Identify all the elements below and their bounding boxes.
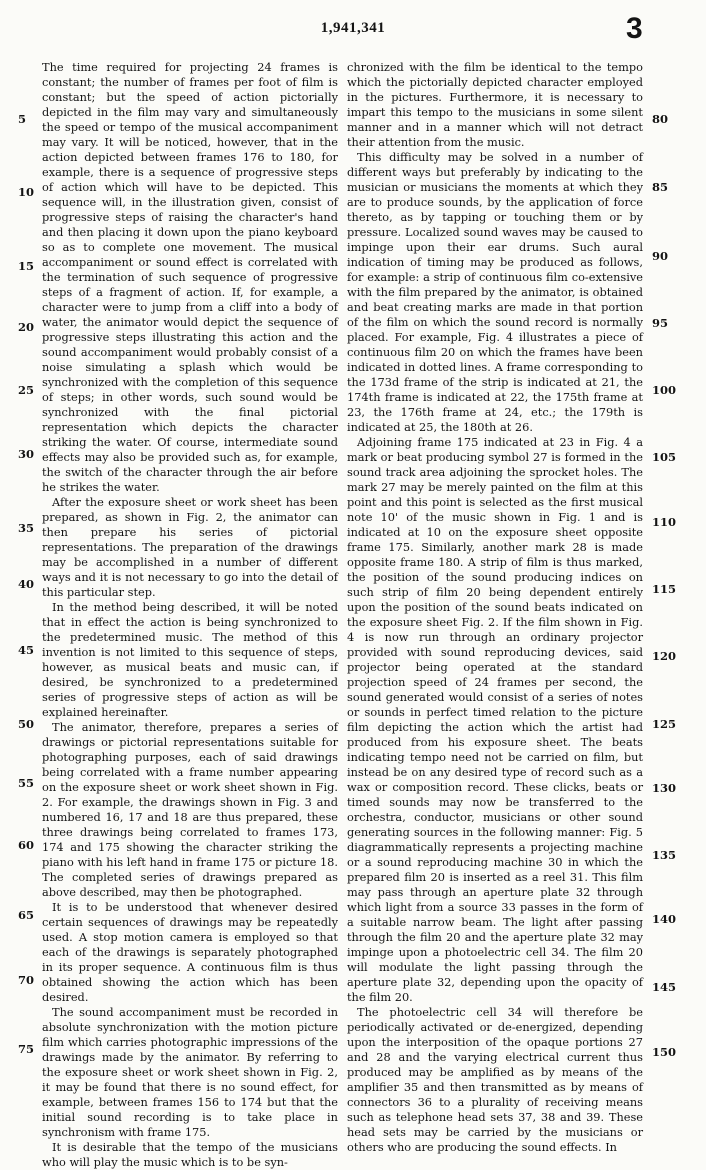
patent-number: 1,941,341 [320, 20, 386, 36]
paragraph: After the exposure sheet or work sheet has been prepared, as shown in Fig. 2, the animator can then prepare his series of pictorial representations. The preparation of the drawings may be accomplished in a number of different ways and it is not necessary to go into the detail of this particular step. [42, 495, 338, 599]
line-number: 100 [652, 383, 677, 397]
line-number: 50 [18, 717, 35, 731]
line-number: 5 [18, 112, 27, 126]
paragraph: chronized with the film be identical to the tempo which the pictorially depicted character employed in the pictures. Furthermore, it is necessary to impart this tempo to the musicians in some silent manner and in a manner which will not detract their attention from the music. [347, 60, 643, 149]
line-number: 55 [18, 776, 35, 790]
paragraph: Adjoining frame 175 indicated at 23 in Fig. 4 a mark or beat producing symbol 27 is formed in the sound track area adjoining the sprocket holes. The mark 27 may be merely painted on the film at this point and this point is selected as the first musical note 10' of the music shown in Fig. 1 and is indicated at 10 on the exposure sheet opposite frame 175. Similarly, another mark 28 is made opposite frame 180. A strip of film is thus marked, the position of the sound producing indices on such strip of film 20 being dependent entirely upon the position of the sound beats indicated on the exposure sheet Fig. 2. If the film shown in Fig. 4 is now run through an ordinary projector provided with sound reproducing devices, said projector being operated at the standard projection speed of 24 frames per second, the sound generated would consist of a series of notes or sounds in perfect timed relation to the picture film depicting the action which the artist had produced from his exposure sheet. The beats indicating tempo need not be carried on film, but instead be on any desired type of record such as a wax or composition record. These clicks, beats or timed sounds may now be transferred to the orchestra, conductor, musicians or other sound generating sources in the following manner: Fig. 5 diagrammatically represents a projecting machine or a sound reproducing machine 30 in which the prepared film 20 is inserted as a reel 31. This film may pass through an aperture plate 32 through which light from a source 33 passes in the form of a suitable narrow beam. The light after passing through the film 20 and the aperture plate 32 may impinge upon a photoelectric cell 34. The film 20 will modulate the light passing through the aperture plate 32, depending upon the opacity of the film 20. [347, 435, 643, 1004]
line-number: 140 [652, 912, 677, 926]
line-number: 70 [18, 973, 35, 987]
line-number: 75 [18, 1042, 35, 1056]
line-number: 95 [652, 316, 669, 330]
paragraph: The photoelectric cell 34 will therefore be periodically activated or de-energized, depending upon the interposition of the opaque portions 27 and 28 and the varying electrical current thus produced may be amplified as by means of the amplifier 35 and then transmitted as by means of connectors 36 to a plurality of receiving means such as telephone head sets 37, 38 and 39. These head sets may be carried by the musicians or others who are producing the sound effects. In [347, 1005, 643, 1154]
line-number: 15 [18, 259, 35, 273]
line-number: 120 [652, 649, 677, 663]
line-number: 35 [18, 521, 35, 535]
line-number: 85 [652, 180, 669, 194]
line-number: 110 [652, 515, 677, 529]
line-number: 150 [652, 1045, 677, 1059]
line-number: 10 [18, 185, 35, 199]
paragraph: The animator, therefore, prepares a series of drawings or pictorial representations suitable for photographing purposes, each of said drawings being correlated with a frame number appearing on the exposure sheet or work sheet shown in Fig. 2. For example, the drawings shown in Fig. 3 and numbered 16, 17 and 18 are thus prepared, these three drawings being correlated to frames 173, 174 and 175 showing the character striking the piano with his left hand in frame 175 or picture 18. The completed series of drawings prepared as above described, may then be photographed. [42, 720, 338, 899]
paragraph: It is desirable that the tempo of the musicians who will play the music which is to be syn- [42, 1140, 338, 1169]
line-number: 40 [18, 577, 35, 591]
line-number: 145 [652, 980, 677, 994]
paragraph: In the method being described, it will be noted that in effect the action is being synchronized to the predetermined music. The method of this invention is not limited to this sequence of steps, however, as musical beats and music can, if desired, be synchronized to a predetermined series of progressive steps of action as will be explained hereinafter. [42, 600, 338, 719]
paragraph: The sound accompaniment must be recorded in absolute synchronization with the motion picture film which carries photographic impressions of the drawings made by the animator. By referring to the exposure sheet or work sheet shown in Fig. 2, it may be found that there is no sound effect, for example, between frames 156 to 174 but that the initial sound recording is to take place in synchronism with frame 175. [42, 1005, 338, 1139]
line-number: 65 [18, 908, 35, 922]
line-number: 130 [652, 781, 677, 795]
line-number: 60 [18, 838, 35, 852]
line-number: 135 [652, 848, 677, 862]
page-number: 3 [626, 12, 643, 45]
right-text-column [347, 60, 643, 1155]
paragraph: It is to be understood that whenever desired certain sequences of drawings may be repeatedly used. A stop motion camera is employed so that each of the drawings is separately photographed in its proper sequence. A continuous film is thus obtained showing the action which has been desired. [42, 900, 338, 1004]
line-number: 105 [652, 450, 677, 464]
left-text-column [42, 60, 338, 1170]
line-number: 125 [652, 717, 677, 731]
line-number: 90 [652, 249, 669, 263]
line-number: 45 [18, 643, 35, 657]
line-number: 20 [18, 320, 35, 334]
line-number: 30 [18, 447, 35, 461]
line-number: 25 [18, 383, 35, 397]
line-number: 80 [652, 112, 669, 126]
paragraph: The time required for projecting 24 frames is constant; the number of frames per foot of film is constant; but the speed of action pictorially depicted in the film may vary and simultaneously the speed or tempo of the musical accompaniment may vary. It will be noticed, however, that in the action depicted between frames 176 to 180, for example, there is a sequence of progressive steps of action which will have to be depicted. This sequence will, in the illustration given, consist of progressive steps of raising the character's hand and then placing it down upon the piano keyboard so as to complete one movement. The musical accompaniment or sound effect is correlated with the termination of such sequence of progressive steps of a fragment of action. If, for example, a character were to jump from a cliff into a body of water, the animator would depict the sequence of progressive steps illustrating this action and the sound accompaniment would probably consist of a noise simulating a splash which would be synchronized with the completion of this sequence of steps; in other words, such sound would be synchronized with the final pictorial representation which depicts the character striking the water. Of course, intermediate sound effects may also be provided such as, for example, the switch of the character through the air before he strikes the water. [42, 60, 338, 494]
line-number: 115 [652, 582, 677, 596]
paragraph: This difficulty may be solved in a number of different ways but preferably by indicating to the musician or musicians the moments at which they are to produce sounds, by the application of force thereto, as by tapping or touching them or by pressure. Localized sound waves may be caused to impinge upon their ear drums. Such aural indication of timing may be produced as follows, for example: a strip of continuous film co-extensive with the film prepared by the animator, is obtained and beat creating marks are made in that portion of the film on which the sound record is normally placed. For example, Fig. 4 illustrates a piece of continuous film 20 on which the frames have been indicated in dotted lines. A frame corresponding to the 173d frame of the strip is indicated at 21, the 174th frame is indicated at 22, the 175th frame at 23, the 176th frame at 24, etc.; the 179th is indicated at 25, the 180th at 26. [347, 150, 643, 434]
